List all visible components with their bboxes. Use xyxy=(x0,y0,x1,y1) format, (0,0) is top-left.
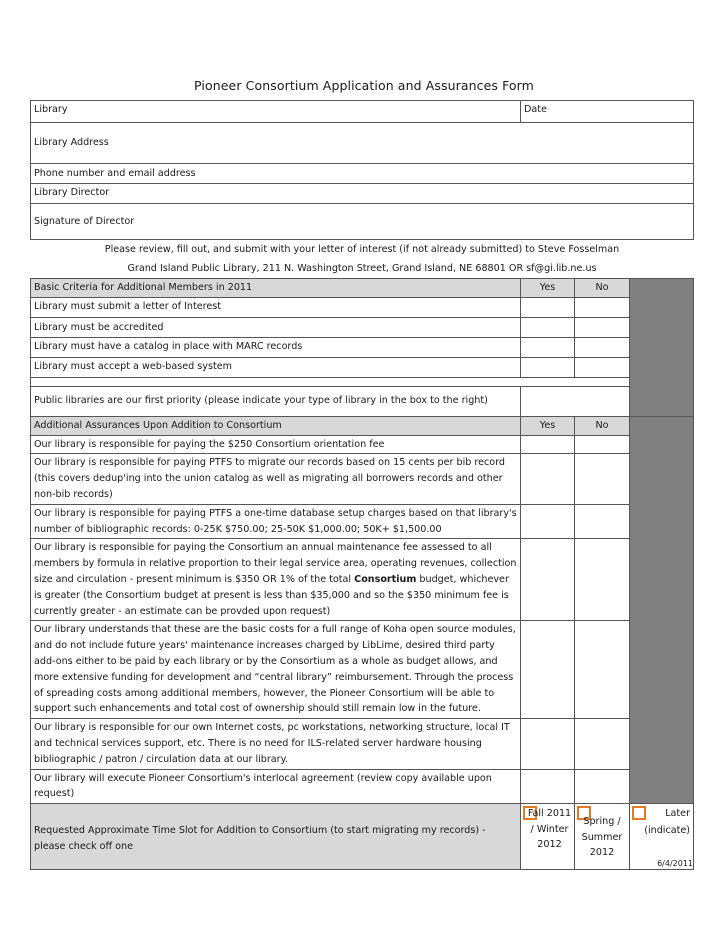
basic-no-cell[interactable] xyxy=(575,317,630,337)
basic-item: Library must have a catalog in place with MARC records xyxy=(31,337,521,357)
assurance-no-cell[interactable] xyxy=(575,539,630,621)
assurances-header: Additional Assurances Upon Addition to Consortium xyxy=(31,416,521,435)
assurance-item: Our library understands that these are the basic costs for a full range of Koha open source modules, and do not include future years' maintenance increases charged by LibLime, desired third party add-ons either to be paid by each library or by the Consortium as a whole as budget allows, and more extensive funding for development and “central library” reimbursement. Through the process of spreading costs among additional members, however, the Pioneer Consortium will be able to support such enhancements and total cost of ownership should still remain low in the future. xyxy=(31,621,521,719)
basic-yes-cell[interactable] xyxy=(521,337,575,357)
assurance-item: Our library will execute Pioneer Consortium's interlocal agreement (review copy available upon request) xyxy=(31,769,521,804)
assurance-text: budget, whichever is greater (the Consortium budget at present is less than $35,000 and so the $350 minimum fee is currently greater - an estimate can be provded upon request) xyxy=(34,573,509,617)
library-director-field[interactable] xyxy=(31,184,694,204)
public-priority-item: Public libraries are our first priority (please indicate your type of library in the box to the right) xyxy=(31,386,521,416)
assurance-text: Our library is responsible for paying the Consortium an annual maintenance fee assessed to all members by formula in relative proportion to their legal service area, operating revenues, collection size and circulation - present minimum is $350 OR 1% of the total xyxy=(34,542,517,585)
basic-item: Library must be accredited xyxy=(31,317,521,337)
assurance-item: Our library is responsible for paying PTFS a one-time database setup charges based on that library's number of bibliographic records: 0-25K $750.00; 25-50K $1,000.00; 50K+ $1,500.00 xyxy=(31,504,521,539)
basic-item: Library must submit a letter of Interest xyxy=(31,297,521,317)
assurance-no-cell[interactable] xyxy=(575,435,630,454)
basic-yes-cell[interactable] xyxy=(521,297,575,317)
basic-criteria-header: Basic Criteria for Additional Members in 2011 xyxy=(31,279,521,298)
assurance-no-cell[interactable] xyxy=(575,719,630,769)
assurance-no-cell[interactable] xyxy=(575,454,630,504)
assurances-yes-header: Yes xyxy=(521,416,575,435)
library-director-label: Library Director xyxy=(34,187,110,198)
basic-item: Library must accept a web-based system xyxy=(31,357,521,377)
phone-email-label: Phone number and email address xyxy=(34,168,196,180)
date-field[interactable] xyxy=(521,101,694,123)
time-slot-option-fall[interactable] xyxy=(521,804,575,870)
instructions-line-1: Please review, fill out, and submit with your letter of interest (if not already submitted) to Steve Fosselman xyxy=(104,244,620,255)
library-type-box[interactable] xyxy=(521,386,630,416)
footer-date: 6/4/2011 xyxy=(657,859,693,868)
assurance-no-cell[interactable] xyxy=(575,504,630,539)
later-indicate-label: (indicate) xyxy=(644,825,691,837)
assurance-item: Our library is responsible for paying the $250 Consortium orientation fee xyxy=(31,435,521,454)
assurance-item: Our library is responsible for our own Internet costs, pc workstations, networking structure, local IT and technical services support, etc. There is no need for ILS-related server hardware housing bibliographic / patron / circulation data at our library. xyxy=(31,719,521,769)
library-address-label: Library Address xyxy=(34,137,109,149)
later-checkbox[interactable] xyxy=(632,806,646,820)
application-form-table xyxy=(30,100,694,870)
assurance-yes-cell[interactable] xyxy=(521,621,575,719)
date-label: Date xyxy=(524,104,547,115)
assurance-bold-word: Consortium xyxy=(354,573,417,585)
basic-yes-cell[interactable] xyxy=(521,357,575,377)
library-field[interactable] xyxy=(31,101,521,123)
director-signature-field[interactable] xyxy=(31,204,694,240)
form-title: Pioneer Consortium Application and Assurances Form xyxy=(194,78,534,93)
basic-no-cell[interactable] xyxy=(575,297,630,317)
assurance-yes-cell[interactable] xyxy=(521,719,575,769)
assurance-yes-cell[interactable] xyxy=(521,435,575,454)
basic-yes-cell[interactable] xyxy=(521,317,575,337)
spacer-row xyxy=(31,377,630,386)
basic-no-cell[interactable] xyxy=(575,357,630,377)
later-option-label: Later xyxy=(665,808,691,820)
basic-shaded-column xyxy=(630,279,694,417)
assurance-yes-cell[interactable] xyxy=(521,769,575,804)
instructions-line-2: Grand Island Public Library, 211 N. Washington Street, Grand Island, NE 68801 OR sf@gi.lib.ne.us xyxy=(127,263,597,274)
basic-no-cell[interactable] xyxy=(575,337,630,357)
fall-option-label: Fall 2011 / Winter 2012 xyxy=(527,808,572,851)
spring-option-label: Spring / Summer 2012 xyxy=(581,816,623,859)
assurance-item: Our library is responsible for paying PTFS to migrate our records based on 15 cents per bib record (this covers dedup'ing into the union catalog as well as migrating all borrowers records and other non-bib records) xyxy=(31,454,521,504)
library-label: Library xyxy=(34,104,68,115)
assurances-no-header: No xyxy=(575,416,630,435)
assurance-yes-cell[interactable] xyxy=(521,454,575,504)
assurance-no-cell[interactable] xyxy=(575,769,630,804)
assurance-yes-cell[interactable] xyxy=(521,504,575,539)
library-address-field[interactable] xyxy=(31,123,694,164)
assurance-no-cell[interactable] xyxy=(575,621,630,719)
phone-email-field[interactable] xyxy=(31,164,694,184)
assurance-item xyxy=(31,539,521,621)
director-signature-label: Signature of Director xyxy=(34,215,135,227)
basic-no-header: No xyxy=(575,279,630,298)
assurances-shaded-column xyxy=(630,416,694,803)
time-slot-option-spring[interactable] xyxy=(575,804,630,870)
basic-yes-header: Yes xyxy=(521,279,575,298)
time-slot-label: Requested Approximate Time Slot for Addition to Consortium (to start migrating my records) - please check off one xyxy=(31,804,521,870)
assurance-yes-cell[interactable] xyxy=(521,539,575,621)
